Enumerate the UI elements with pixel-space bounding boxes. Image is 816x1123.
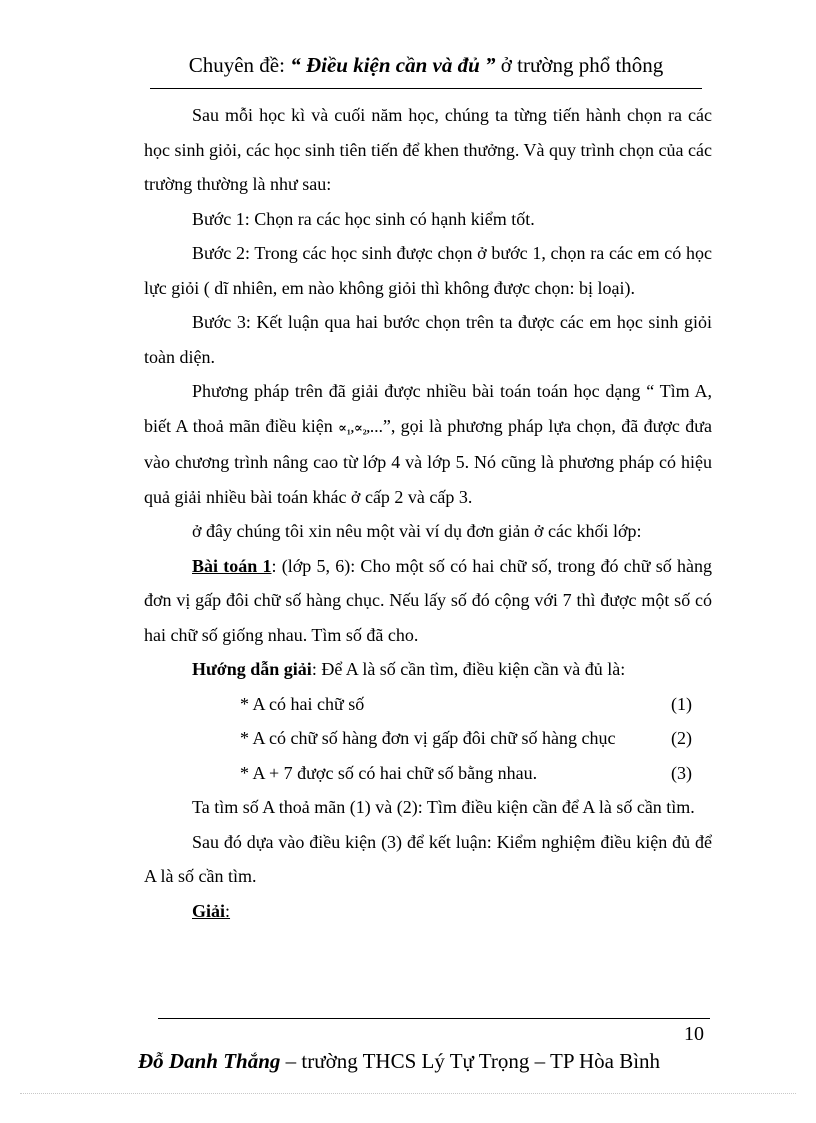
condition-text: * A có chữ số hàng đơn vị gấp đôi chữ số hàng chục: [240, 728, 616, 748]
footer-school: – trường THCS Lý Tự Trọng – TP Hòa Bình: [280, 1049, 661, 1073]
solution-label: Giải: [192, 900, 226, 921]
solution-colon: :: [225, 900, 231, 921]
condition-3: [144, 756, 712, 791]
step-2: Bước 2: Trong các học sinh được chọn ở bước 1, chọn ra các em có học lực giỏi ( dĩ nhiên, em nào không giỏi thì không được chọn: bị loại).: [144, 243, 712, 298]
condition-number: (1): [671, 693, 692, 714]
condition-1: [144, 687, 712, 722]
document-body: [144, 98, 712, 928]
guide-text: : Để A là số cần tìm, điều kiện cần và đủ là:: [311, 659, 626, 679]
alpha-conditions: ∝₁,∝₂,…: [338, 419, 383, 435]
solution-heading: [144, 894, 712, 929]
condition-number: (3): [671, 762, 692, 783]
guide: [144, 652, 712, 687]
paragraph-method: [144, 374, 712, 514]
header-topic: “ Điều kiện cần và đủ ”: [290, 53, 496, 77]
page-number: 10: [684, 1023, 704, 1045]
method-text-after: ”, gọi là phương pháp lựa chọn, đã được đưa vào chương trình nâng cao từ lớp 4 và lớp 5. Nó cũng là phương pháp có hiệu quả giải nhiều bài toán khác ở cấp 2 và cấp 3.: [144, 415, 712, 507]
condition-number: (2): [671, 728, 692, 748]
condition-text: * A có hai chữ số: [240, 693, 365, 714]
method-text-before: Phương pháp trên đã giải được nhiều bài toán toán học dạng “ Tìm A, biết A thoả mãn điều kiện: [144, 381, 712, 436]
condition-text: * A + 7 được số có hai chữ số bằng nhau.: [240, 762, 538, 783]
footer-author: Đỗ Danh Thắng: [138, 1049, 281, 1073]
paragraph-examples: ở đây chúng tôi xin nêu một vài ví dụ đơn giản ở các khối lớp:: [192, 521, 642, 541]
header-prefix: Chuyên đề:: [188, 53, 291, 77]
problem-1: [144, 549, 712, 653]
paragraph-intro: Sau mỗi học kì và cuối năm học, chúng ta từng tiến hành chọn ra các học sinh giỏi, các học sinh tiên tiến để khen thưởng. Và quy trình chọn của các trường thường là như sau:: [144, 105, 712, 194]
condition-2: [144, 721, 712, 756]
header-rule: [150, 88, 702, 89]
step-3: Bước 3: Kết luận qua hai bước chọn trên ta được các em học sinh giỏi toàn diện.: [144, 312, 712, 367]
page-header: [150, 50, 702, 80]
paragraph-find: Ta tìm số A thoả mãn (1) và (2): Tìm điều kiện cần để A là số cần tìm.: [192, 797, 695, 817]
page-bottom-edge: [20, 1093, 796, 1094]
header-suffix: ở trường phổ thông: [495, 53, 664, 77]
step-1: Bước 1: Chọn ra các học sinh có hạnh kiểm tốt.: [192, 208, 535, 229]
paragraph-verify: Sau đó dựa vào điều kiện (3) để kết luận: Kiểm nghiệm điều kiện đủ để A là số cần tìm.: [144, 831, 712, 886]
problem-text: : (lớp 5, 6): Cho một số có hai chữ số, trong đó chữ số hàng đơn vị gấp đôi chữ số hàng chục. Nếu lấy số đó cộng với 7 thì được một số có hai chữ số giống nhau. Tìm số đã cho.: [144, 555, 712, 645]
problem-label: Bài toán 1: [192, 555, 272, 576]
guide-label: Hướng dẫn giải: [192, 659, 312, 679]
footer-rule: [158, 1018, 710, 1019]
page-footer: [138, 1046, 698, 1076]
